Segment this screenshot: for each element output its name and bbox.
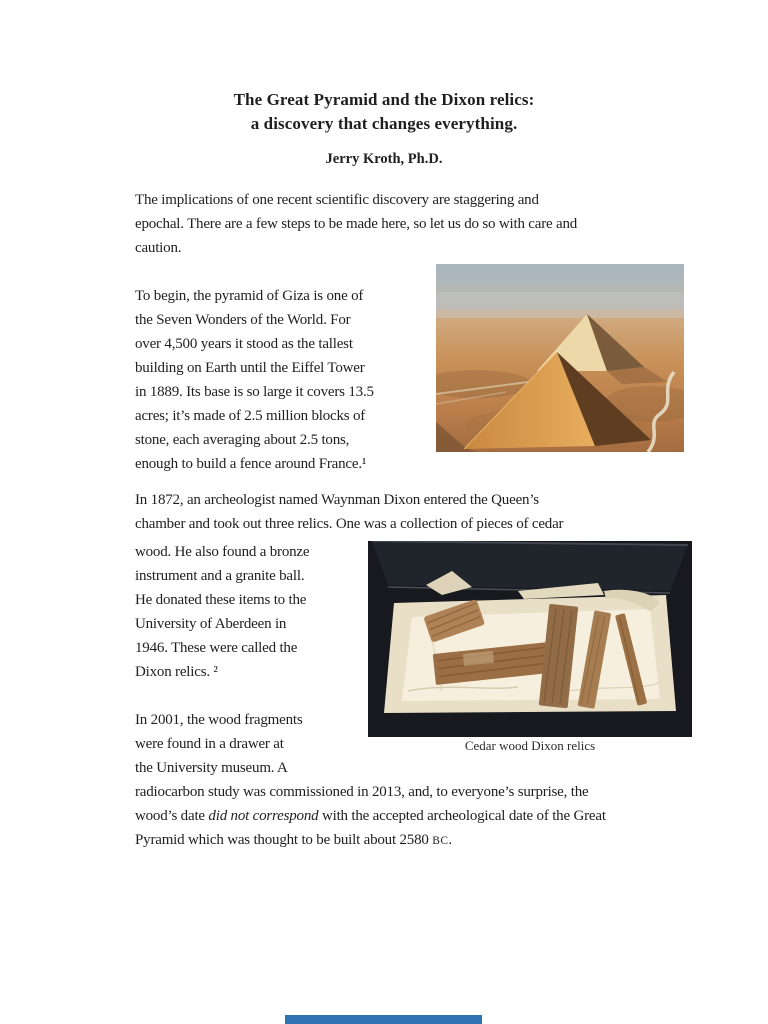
text-line: wood. He also found a bronze	[135, 544, 310, 560]
text-line: instrument and a granite ball.	[135, 568, 305, 584]
intro-paragraph	[135, 188, 577, 260]
text-line: The implications of one recent scientific discovery are staggering and	[135, 192, 539, 208]
dixon-paragraph	[135, 488, 563, 536]
text-segment: Pyramid which was thought to be built about 2580	[135, 832, 433, 848]
text-segment: .	[448, 832, 452, 848]
text-line: He donated these items to the	[135, 592, 307, 608]
text-line: the University museum. A	[135, 760, 288, 776]
text-segment: with the accepted archeological date of the Great	[318, 808, 606, 824]
text-segment: wood’s date	[135, 808, 209, 824]
text-line: over 4,500 years it stood as the tallest	[135, 336, 353, 352]
text-line: were found in a drawer at	[135, 736, 284, 752]
smallcaps-text-segment: BC	[432, 835, 449, 847]
text-line: chamber and took out three relics. One was a collection of pieces of cedar	[135, 516, 564, 532]
photo-caption: Cedar wood Dixon relics	[464, 738, 596, 753]
text-line: To begin, the pyramid of Giza is one of	[135, 288, 364, 304]
text-line: the Seven Wonders of the World. For	[135, 312, 351, 328]
conclusion-paragraph	[135, 780, 606, 852]
text-line: stone, each averaging about 2.5 tons,	[135, 432, 350, 448]
text-line: 1946. These were called the	[135, 640, 298, 656]
giza-pyramid-photo	[436, 264, 684, 452]
text-line: enough to build a fence around France.¹	[135, 456, 367, 472]
title-line-2: a discovery that changes everything.	[250, 114, 518, 133]
author-byline: Jerry Kroth, Ph.D.	[325, 151, 443, 167]
text-line: In 2001, the wood fragments	[135, 712, 303, 728]
text-line: University of Aberdeen in	[135, 616, 287, 632]
relics-paragraph-top	[135, 540, 365, 684]
text-line: epochal. There are a few steps to be made here, so let us do so with care and	[135, 216, 578, 232]
text-line: in 1889. Its base is so large it covers 13.5	[135, 384, 374, 400]
bottom-accent-bar	[285, 1015, 482, 1024]
giza-pyramid-illustration	[436, 264, 684, 452]
italic-text-segment: did not correspond	[208, 808, 319, 824]
text-line: acres; it’s made of 2.5 million blocks of	[135, 408, 366, 424]
text-line	[135, 804, 606, 828]
page-title	[130, 88, 638, 136]
text-line: Dixon relics. ²	[135, 664, 218, 680]
dixon-relics-photo	[368, 541, 692, 737]
relics-paragraph-bottom	[135, 708, 365, 780]
text-line	[135, 828, 606, 852]
text-line: In 1872, an archeologist named Waynman Dixon entered the Queen’s	[135, 492, 539, 508]
text-line: building on Earth until the Eiffel Tower	[135, 360, 365, 376]
pyramid-paragraph	[135, 284, 435, 476]
text-line: radiocarbon study was commissioned in 2013, and, to everyone’s surprise, the	[135, 784, 589, 800]
text-line: caution.	[135, 240, 182, 256]
title-line-1: The Great Pyramid and the Dixon relics:	[233, 90, 535, 109]
box-lid	[372, 541, 688, 591]
dixon-relics-illustration	[368, 541, 692, 737]
